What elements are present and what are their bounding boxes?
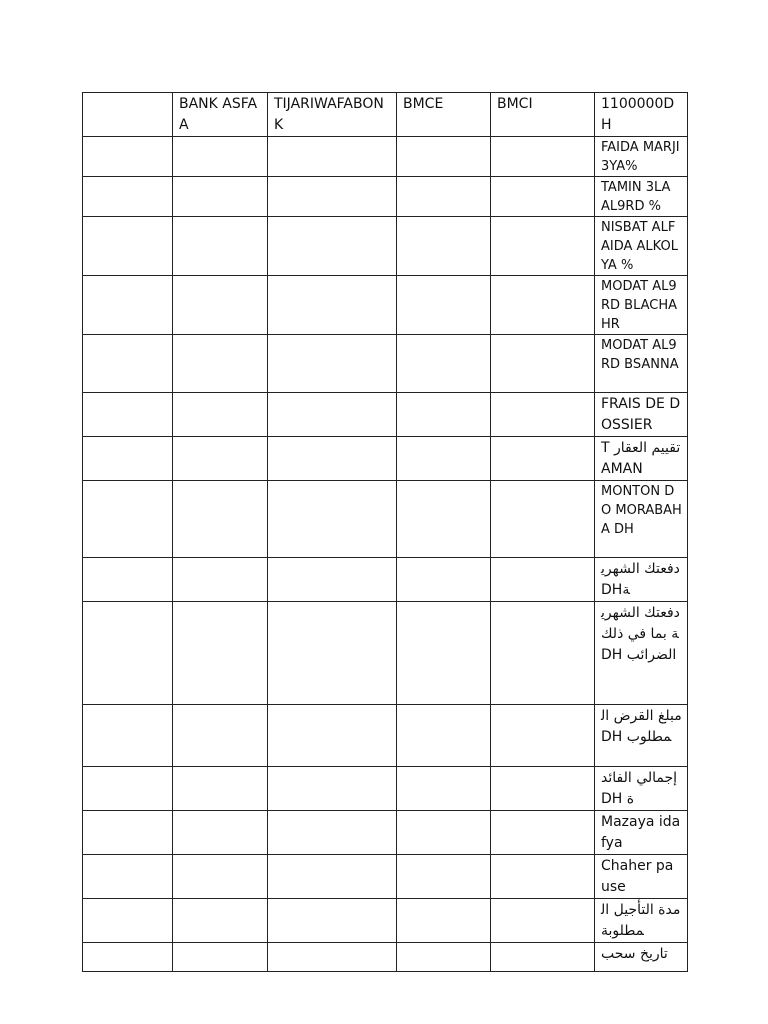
table-cell: [397, 481, 491, 558]
table-row: [83, 437, 688, 481]
row-label-text: MODAT AL9RD BLACHAHR: [601, 279, 678, 332]
table-cell: [173, 393, 268, 437]
table-cell: [83, 177, 173, 217]
table-cell: [268, 217, 397, 276]
table-cell: [491, 217, 595, 276]
row-label-text: MODAT AL9RD BSANNA: [601, 338, 679, 372]
table-cell: [83, 217, 173, 276]
table-cell: [173, 481, 268, 558]
table-cell: [83, 943, 173, 972]
table-cell: [173, 276, 268, 335]
table-cell: [83, 276, 173, 335]
header-tijariwafabank: TIJARIWAFABONK: [268, 93, 397, 137]
row-label-text: Chaher pause: [601, 858, 674, 895]
row-label-text: Mazaya idafya: [601, 814, 681, 851]
table-cell: [397, 335, 491, 393]
header-bank-asfaa: BANK ASFAA: [173, 93, 268, 137]
row-label-text: TAMIN 3LA AL9RD %: [601, 180, 671, 214]
row-label: [595, 899, 688, 943]
header-loan-amount: 1100000DH: [595, 93, 688, 137]
table-cell: [397, 437, 491, 481]
table-cell: [173, 855, 268, 899]
table-cell: [268, 177, 397, 217]
row-label-text: دفعتك الشهرية بما في ذلك الضرائب DH: [601, 605, 680, 663]
table-cell: [491, 899, 595, 943]
table-cell: [491, 481, 595, 558]
table-cell: [397, 899, 491, 943]
row-label: [595, 602, 688, 705]
table-header-row: [83, 93, 688, 137]
table-cell: [83, 855, 173, 899]
row-label: [595, 705, 688, 767]
table-cell: [173, 811, 268, 855]
row-label: [595, 481, 688, 558]
table-cell: [173, 943, 268, 972]
table-cell: [491, 437, 595, 481]
header-empty-cell: [83, 93, 173, 137]
row-label-text: دفعتك الشهريةDH: [601, 561, 680, 598]
row-label: [595, 137, 688, 177]
table-cell: [268, 811, 397, 855]
table-cell: [491, 393, 595, 437]
row-label-text: MONTON DO MORABAHA DH: [601, 484, 682, 537]
table-row: [83, 393, 688, 437]
table-row: [83, 137, 688, 177]
table-row: [83, 855, 688, 899]
table-cell: [173, 767, 268, 811]
table-cell: [268, 393, 397, 437]
table-row: [83, 276, 688, 335]
table-cell: [83, 481, 173, 558]
table-cell: [397, 705, 491, 767]
row-label: [595, 811, 688, 855]
row-label: [595, 217, 688, 276]
table-cell: [491, 137, 595, 177]
table-row: [83, 558, 688, 602]
row-label-text: تاريخ سحب: [601, 946, 668, 962]
table-cell: [491, 558, 595, 602]
table-cell: [268, 335, 397, 393]
row-label: [595, 393, 688, 437]
table-cell: [268, 276, 397, 335]
table-cell: [173, 217, 268, 276]
table-cell: [397, 558, 491, 602]
table-cell: [491, 177, 595, 217]
table-cell: [397, 943, 491, 972]
table-cell: [268, 943, 397, 972]
table-cell: [397, 855, 491, 899]
table-cell: [173, 335, 268, 393]
table-cell: [173, 137, 268, 177]
table-cell: [397, 767, 491, 811]
row-label-text: مبلغ القرض المطلوب DH: [601, 708, 682, 745]
table-row: [83, 811, 688, 855]
bank-comparison-table: [82, 92, 688, 972]
table-cell: [491, 276, 595, 335]
row-label: [595, 177, 688, 217]
table-cell: [173, 705, 268, 767]
table-cell: [491, 811, 595, 855]
table-row: [83, 943, 688, 972]
table-cell: [268, 767, 397, 811]
table-cell: [83, 335, 173, 393]
table-cell: [173, 558, 268, 602]
table-cell: [173, 177, 268, 217]
header-bmce: BMCE: [397, 93, 491, 137]
table-cell: [268, 137, 397, 177]
table-cell: [397, 393, 491, 437]
table-cell: [397, 177, 491, 217]
row-label-text: مدة التأجيل المطلوبة: [601, 902, 681, 939]
table-cell: [397, 811, 491, 855]
row-label-text: FAIDA MARJI3YA%: [601, 140, 680, 174]
table-row: [83, 481, 688, 558]
table-row: [83, 217, 688, 276]
row-label: [595, 437, 688, 481]
table-cell: [268, 481, 397, 558]
table-row: [83, 602, 688, 705]
table-cell: [83, 705, 173, 767]
table-row: [83, 899, 688, 943]
table-cell: [491, 705, 595, 767]
table-cell: [397, 602, 491, 705]
table-cell: [268, 899, 397, 943]
table-row: [83, 705, 688, 767]
table-cell: [173, 437, 268, 481]
table-cell: [491, 602, 595, 705]
row-label: [595, 943, 688, 972]
row-label-text: تقييم العقار TAMAN: [601, 440, 681, 477]
table-row: [83, 177, 688, 217]
table-cell: [173, 602, 268, 705]
table-cell: [491, 767, 595, 811]
header-bmci: BMCI: [491, 93, 595, 137]
row-label-text: NISBAT ALFAIDA ALKOLYA %: [601, 220, 678, 273]
row-label: [595, 767, 688, 811]
table-cell: [268, 855, 397, 899]
table-row: [83, 335, 688, 393]
table-cell: [491, 943, 595, 972]
row-label: [595, 335, 688, 393]
table-cell: [83, 437, 173, 481]
table-cell: [397, 217, 491, 276]
row-label: [595, 855, 688, 899]
table-cell: [83, 602, 173, 705]
table-cell: [83, 899, 173, 943]
table-cell: [397, 276, 491, 335]
table-cell: [83, 767, 173, 811]
table-cell: [83, 811, 173, 855]
table-cell: [83, 393, 173, 437]
table-cell: [268, 705, 397, 767]
row-label-text: إجمالي الفائدة DH: [601, 770, 678, 807]
table-cell: [268, 437, 397, 481]
table-cell: [173, 899, 268, 943]
table-cell: [491, 335, 595, 393]
row-label: [595, 558, 688, 602]
table-cell: [268, 558, 397, 602]
row-label: [595, 276, 688, 335]
table-cell: [268, 602, 397, 705]
table-row: [83, 767, 688, 811]
row-label-text: FRAIS DE DOSSIER: [601, 396, 681, 433]
table-cell: [491, 855, 595, 899]
table-cell: [397, 137, 491, 177]
table-cell: [83, 137, 173, 177]
table-cell: [83, 558, 173, 602]
